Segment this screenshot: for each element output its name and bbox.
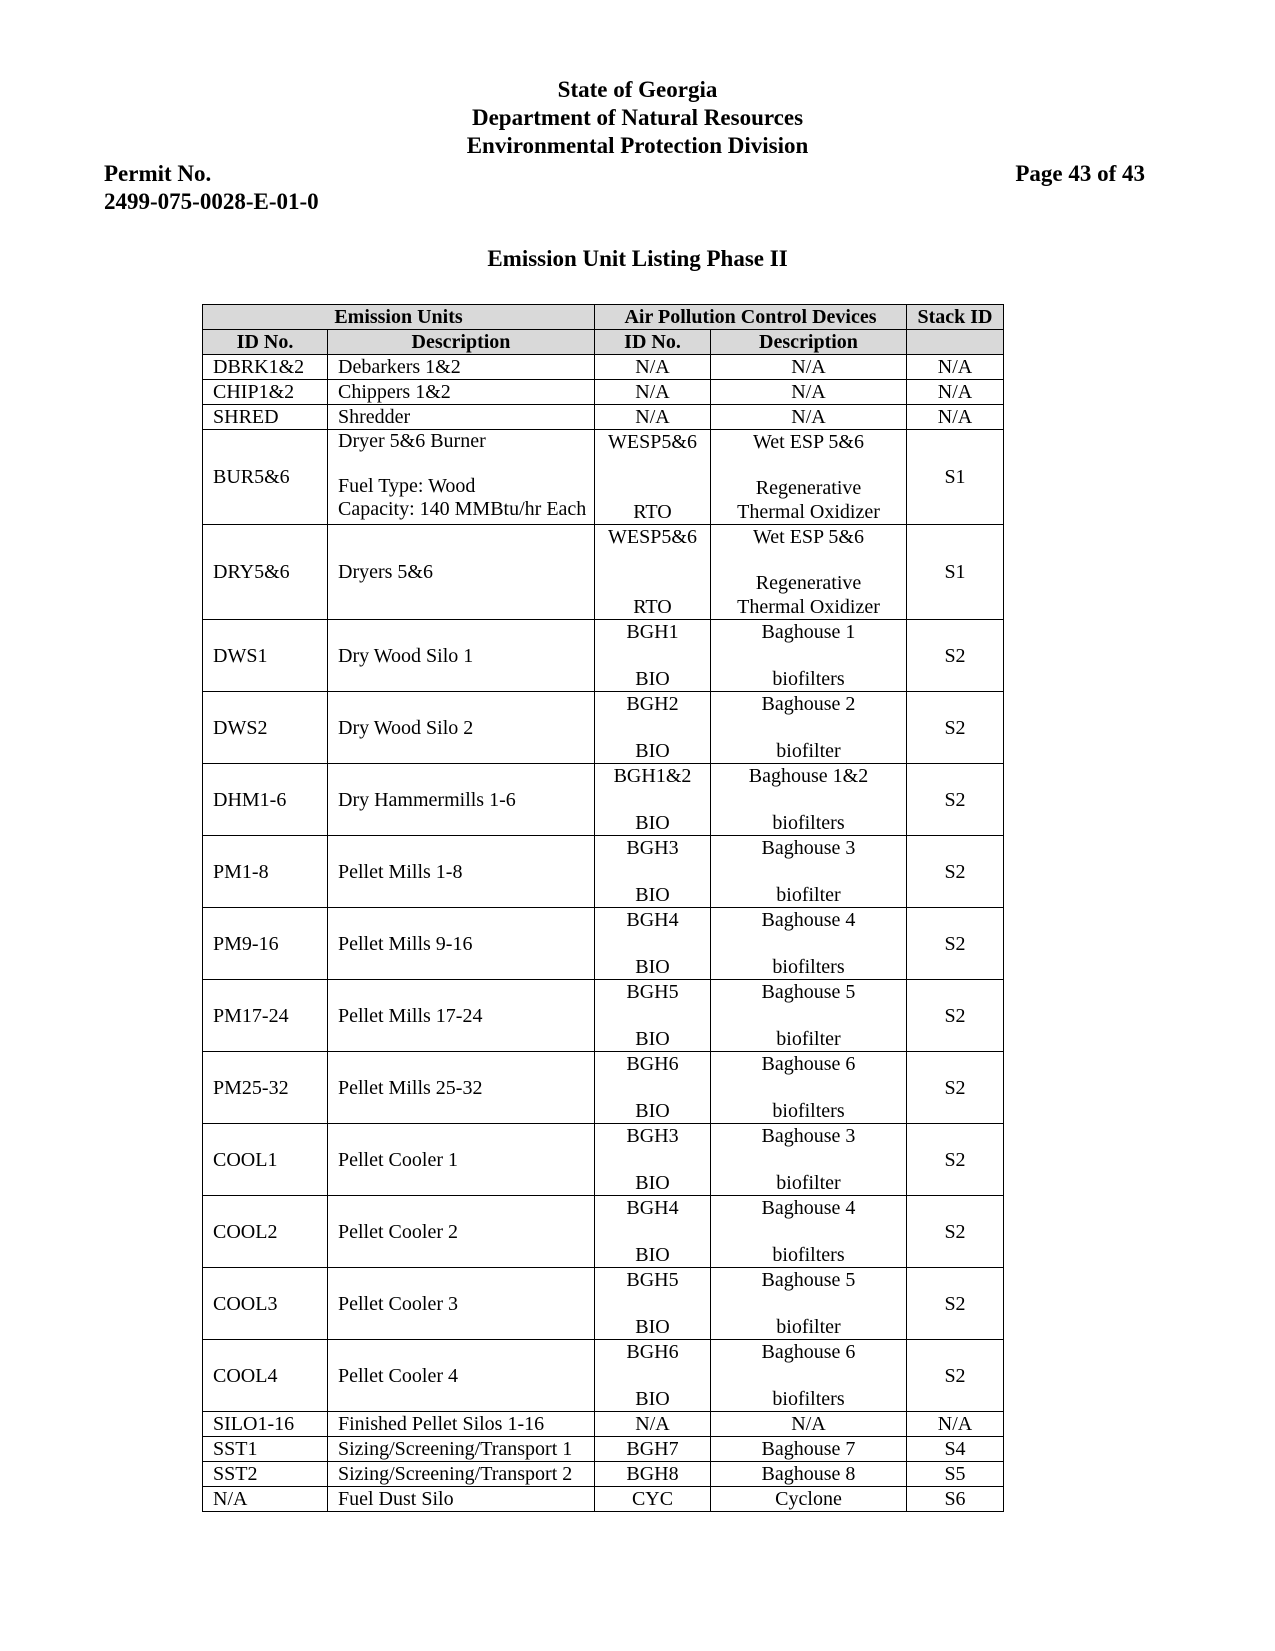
apcd-id-line: BIO — [635, 1028, 670, 1050]
cell-stack-id: N/A — [907, 355, 1004, 380]
description-line — [338, 453, 594, 475]
cell-apcd-description — [711, 1340, 907, 1412]
cell-unit-description: Dryers 5&6 — [328, 525, 595, 620]
cell-unit-description: Finished Pellet Silos 1-16 — [328, 1412, 595, 1437]
cell-unit-id: COOL2 — [203, 1196, 328, 1268]
cell-apcd-description — [711, 692, 907, 764]
cell-unit-id: SHRED — [203, 405, 328, 430]
apcd-description-line: Regenerative — [755, 477, 862, 499]
cell-unit-id: COOL1 — [203, 1124, 328, 1196]
group-header-stack-id: Stack ID — [907, 305, 1004, 330]
apcd-description-bottom — [711, 1171, 906, 1195]
table-row — [203, 380, 1004, 405]
table-row — [203, 1052, 1004, 1124]
cell-unit-id: SST2 — [203, 1462, 328, 1487]
apcd-description-line: biofilter — [776, 740, 841, 762]
apcd-id-line: RTO — [633, 501, 672, 523]
cell-stack-id: S1 — [907, 525, 1004, 620]
apcd-id-line: BGH2 — [626, 693, 679, 715]
cell-apcd-id — [595, 836, 711, 908]
description-line: Dryer 5&6 Burner — [338, 430, 486, 452]
cell-unit-id: SILO1-16 — [203, 1412, 328, 1437]
col-header-apcd-id: ID No. — [595, 330, 711, 355]
cell-unit-id: N/A — [203, 1487, 328, 1512]
cell-unit-id: PM9-16 — [203, 908, 328, 980]
cell-unit-description: Dry Wood Silo 2 — [328, 692, 595, 764]
cell-unit-description: Pellet Cooler 3 — [328, 1268, 595, 1340]
cell-apcd-id — [595, 692, 711, 764]
emission-unit-table — [202, 304, 1004, 1512]
cell-stack-id: S2 — [907, 1268, 1004, 1340]
cell-apcd-description — [711, 1196, 907, 1268]
apcd-id-line: BGH5 — [626, 981, 679, 1003]
apcd-id-line: BIO — [635, 740, 670, 762]
cell-unit-description: Fuel Dust Silo — [328, 1487, 595, 1512]
cell-unit-description: Pellet Cooler 4 — [328, 1340, 595, 1412]
table-row — [203, 1487, 1004, 1512]
apcd-description-line: Baghouse 3 — [761, 837, 856, 859]
table-row — [203, 430, 1004, 525]
cell-apcd-id: N/A — [595, 355, 711, 380]
cell-stack-id: S2 — [907, 1052, 1004, 1124]
cell-stack-id: S4 — [907, 1437, 1004, 1462]
cell-stack-id: S2 — [907, 692, 1004, 764]
cell-unit-id: DRY5&6 — [203, 525, 328, 620]
apcd-id-line: BIO — [635, 812, 670, 834]
apcd-description-line: Wet ESP 5&6 — [753, 526, 864, 548]
apcd-id-line: BGH3 — [626, 837, 679, 859]
cell-apcd-description — [711, 1124, 907, 1196]
cell-unit-id: COOL4 — [203, 1340, 328, 1412]
apcd-description-line: biofilters — [772, 956, 845, 978]
apcd-description-bottom — [711, 739, 906, 763]
document-title: Emission Unit Listing Phase II — [487, 246, 788, 271]
cell-apcd-description — [711, 430, 907, 525]
cell-apcd-description: N/A — [711, 405, 907, 430]
cell-unit-id: COOL3 — [203, 1268, 328, 1340]
agency-department: Department of Natural Resources — [471, 105, 804, 130]
cell-apcd-description — [711, 620, 907, 692]
cell-stack-id: S2 — [907, 836, 1004, 908]
cell-unit-description: Pellet Mills 25-32 — [328, 1052, 595, 1124]
cell-stack-id: N/A — [907, 380, 1004, 405]
apcd-description-line: biofilters — [772, 1388, 845, 1410]
table-row — [203, 836, 1004, 908]
cell-stack-id: S2 — [907, 620, 1004, 692]
apcd-description-bottom — [711, 1027, 906, 1051]
apcd-description-line: biofilters — [772, 812, 845, 834]
col-header-stack-blank — [907, 330, 1004, 355]
apcd-description-line: Baghouse 5 — [761, 981, 856, 1003]
apcd-description-bottom — [711, 955, 906, 979]
table-row — [203, 1124, 1004, 1196]
cell-apcd-description: Baghouse 7 — [711, 1437, 907, 1462]
cell-unit-id: DBRK1&2 — [203, 355, 328, 380]
cell-apcd-description — [711, 764, 907, 836]
cell-apcd-description: N/A — [711, 355, 907, 380]
apcd-description-line: biofilter — [776, 1316, 841, 1338]
cell-unit-id: DWS2 — [203, 692, 328, 764]
table-row — [203, 1412, 1004, 1437]
apcd-description-line: Wet ESP 5&6 — [753, 431, 864, 453]
cell-stack-id: S2 — [907, 908, 1004, 980]
cell-apcd-id: N/A — [595, 380, 711, 405]
description-line: Fuel Type: Wood — [338, 475, 476, 497]
cell-apcd-id — [595, 1052, 711, 1124]
table-row — [203, 692, 1004, 764]
apcd-description-line: biofilter — [776, 1172, 841, 1194]
col-header-apcd-description: Description — [711, 330, 907, 355]
cell-apcd-id — [595, 908, 711, 980]
cell-apcd-description: Cyclone — [711, 1487, 907, 1512]
cell-apcd-id — [595, 1196, 711, 1268]
apcd-id-line: BIO — [635, 956, 670, 978]
apcd-description-line: Baghouse 1 — [761, 621, 856, 643]
apcd-id-line: BIO — [635, 1244, 670, 1266]
cell-unit-id: BUR5&6 — [203, 430, 328, 525]
cell-unit-id: SST1 — [203, 1437, 328, 1462]
apcd-description-line: biofilters — [772, 668, 845, 690]
cell-unit-description: Debarkers 1&2 — [328, 355, 595, 380]
apcd-description-line: biofilters — [772, 1100, 845, 1122]
apcd-description-line: Baghouse 6 — [761, 1341, 856, 1363]
apcd-description-line: Regenerative — [755, 572, 862, 594]
cell-unit-description — [328, 430, 595, 525]
cell-stack-id: S2 — [907, 1196, 1004, 1268]
cell-stack-id: S5 — [907, 1462, 1004, 1487]
cell-apcd-id — [595, 1268, 711, 1340]
cell-unit-description: Pellet Mills 1-8 — [328, 836, 595, 908]
apcd-id-line: BGH1&2 — [613, 765, 692, 787]
col-header-id: ID No. — [203, 330, 328, 355]
apcd-id-line: WESP5&6 — [608, 431, 697, 453]
apcd-id-line: BGH3 — [626, 1125, 679, 1147]
cell-apcd-description: Baghouse 8 — [711, 1462, 907, 1487]
apcd-id-line: RTO — [633, 596, 672, 618]
cell-stack-id: N/A — [907, 1412, 1004, 1437]
table-row — [203, 980, 1004, 1052]
table-row — [203, 1340, 1004, 1412]
apcd-id-line: BIO — [635, 668, 670, 690]
cell-unit-id: CHIP1&2 — [203, 380, 328, 405]
cell-apcd-id — [595, 980, 711, 1052]
cell-apcd-id — [595, 620, 711, 692]
apcd-description-bottom — [711, 476, 906, 524]
cell-apcd-id: BGH8 — [595, 1462, 711, 1487]
apcd-description-line: biofilter — [776, 884, 841, 906]
table-row — [203, 1268, 1004, 1340]
apcd-id-line: BIO — [635, 884, 670, 906]
cell-unit-description: Pellet Cooler 1 — [328, 1124, 595, 1196]
apcd-description-line: Baghouse 3 — [761, 1125, 856, 1147]
cell-stack-id: S2 — [907, 980, 1004, 1052]
apcd-id-line: WESP5&6 — [608, 526, 697, 548]
cell-apcd-id — [595, 525, 711, 620]
apcd-id-line: BGH1 — [626, 621, 679, 643]
apcd-description-bottom — [711, 811, 906, 835]
col-header-description: Description — [328, 330, 595, 355]
apcd-id-line: BGH6 — [626, 1341, 679, 1363]
table-row — [203, 1462, 1004, 1487]
cell-stack-id: S2 — [907, 1124, 1004, 1196]
cell-apcd-description: N/A — [711, 380, 907, 405]
table-row — [203, 355, 1004, 380]
page-number: Page 43 of 43 — [1015, 161, 1145, 186]
apcd-description-line: Baghouse 1&2 — [748, 765, 869, 787]
cell-unit-description: Pellet Cooler 2 — [328, 1196, 595, 1268]
cell-apcd-id: BGH7 — [595, 1437, 711, 1462]
cell-apcd-description — [711, 980, 907, 1052]
cell-apcd-description — [711, 1052, 907, 1124]
cell-apcd-id: N/A — [595, 405, 711, 430]
cell-stack-id: S6 — [907, 1487, 1004, 1512]
cell-apcd-id: N/A — [595, 1412, 711, 1437]
permit-number: 2499-075-0028-E-01-0 — [104, 189, 319, 214]
cell-apcd-description: N/A — [711, 1412, 907, 1437]
apcd-id-line: BIO — [635, 1172, 670, 1194]
cell-unit-description: Shredder — [328, 405, 595, 430]
table-row — [203, 620, 1004, 692]
table-row — [203, 525, 1004, 620]
permit-label: Permit No. — [104, 161, 212, 186]
cell-stack-id: S1 — [907, 430, 1004, 525]
apcd-description-bottom — [711, 1315, 906, 1339]
group-header-emission-units: Emission Units — [203, 305, 595, 330]
cell-unit-description: Chippers 1&2 — [328, 380, 595, 405]
cell-apcd-id: CYC — [595, 1487, 711, 1512]
apcd-id-line: BGH6 — [626, 1053, 679, 1075]
agency-division: Environmental Protection Division — [466, 133, 809, 158]
cell-unit-description: Dry Hammermills 1-6 — [328, 764, 595, 836]
table-row — [203, 908, 1004, 980]
apcd-description-bottom — [711, 667, 906, 691]
cell-unit-id: DWS1 — [203, 620, 328, 692]
cell-unit-id: DHM1-6 — [203, 764, 328, 836]
cell-apcd-description — [711, 836, 907, 908]
cell-apcd-description — [711, 525, 907, 620]
apcd-description-line: Baghouse 4 — [761, 909, 856, 931]
apcd-description-line: biofilters — [772, 1244, 845, 1266]
apcd-description-line: Thermal Oxidizer — [737, 501, 880, 523]
apcd-description-bottom — [711, 1243, 906, 1267]
apcd-id-line: BGH5 — [626, 1269, 679, 1291]
table-row — [203, 764, 1004, 836]
cell-apcd-id — [595, 764, 711, 836]
cell-stack-id: S2 — [907, 764, 1004, 836]
agency-state: State of Georgia — [557, 77, 718, 102]
cell-stack-id: N/A — [907, 405, 1004, 430]
cell-unit-id: PM25-32 — [203, 1052, 328, 1124]
cell-apcd-description — [711, 1268, 907, 1340]
table-row — [203, 1196, 1004, 1268]
cell-unit-description: Sizing/Screening/Transport 1 — [328, 1437, 595, 1462]
apcd-id-line: BIO — [635, 1100, 670, 1122]
table-row — [203, 1437, 1004, 1462]
apcd-description-bottom — [711, 571, 906, 619]
cell-unit-description: Pellet Mills 17-24 — [328, 980, 595, 1052]
apcd-id-line: BIO — [635, 1316, 670, 1338]
cell-apcd-id — [595, 1124, 711, 1196]
group-header-apcd: Air Pollution Control Devices — [595, 305, 907, 330]
table-row — [203, 405, 1004, 430]
apcd-description-line: biofilter — [776, 1028, 841, 1050]
apcd-description-bottom — [711, 1099, 906, 1123]
description-line: Capacity: 140 MMBtu/hr Each — [338, 498, 587, 520]
apcd-description-line: Baghouse 2 — [761, 693, 856, 715]
cell-unit-description: Dry Wood Silo 1 — [328, 620, 595, 692]
apcd-description-bottom — [711, 1387, 906, 1411]
cell-unit-description: Sizing/Screening/Transport 2 — [328, 1462, 595, 1487]
cell-apcd-description — [711, 908, 907, 980]
apcd-description-line: Baghouse 4 — [761, 1197, 856, 1219]
cell-unit-id: PM1-8 — [203, 836, 328, 908]
cell-unit-description: Pellet Mills 9-16 — [328, 908, 595, 980]
cell-apcd-id — [595, 430, 711, 525]
apcd-description-line: Thermal Oxidizer — [737, 596, 880, 618]
cell-unit-id: PM17-24 — [203, 980, 328, 1052]
apcd-description-line: Baghouse 5 — [761, 1269, 856, 1291]
cell-stack-id: S2 — [907, 1340, 1004, 1412]
apcd-id-line: BIO — [635, 1388, 670, 1410]
apcd-id-line: BGH4 — [626, 909, 679, 931]
table-body — [203, 355, 1004, 1512]
apcd-description-line: Baghouse 6 — [761, 1053, 856, 1075]
apcd-description-bottom — [711, 883, 906, 907]
cell-apcd-id — [595, 1340, 711, 1412]
apcd-id-line: BGH4 — [626, 1197, 679, 1219]
